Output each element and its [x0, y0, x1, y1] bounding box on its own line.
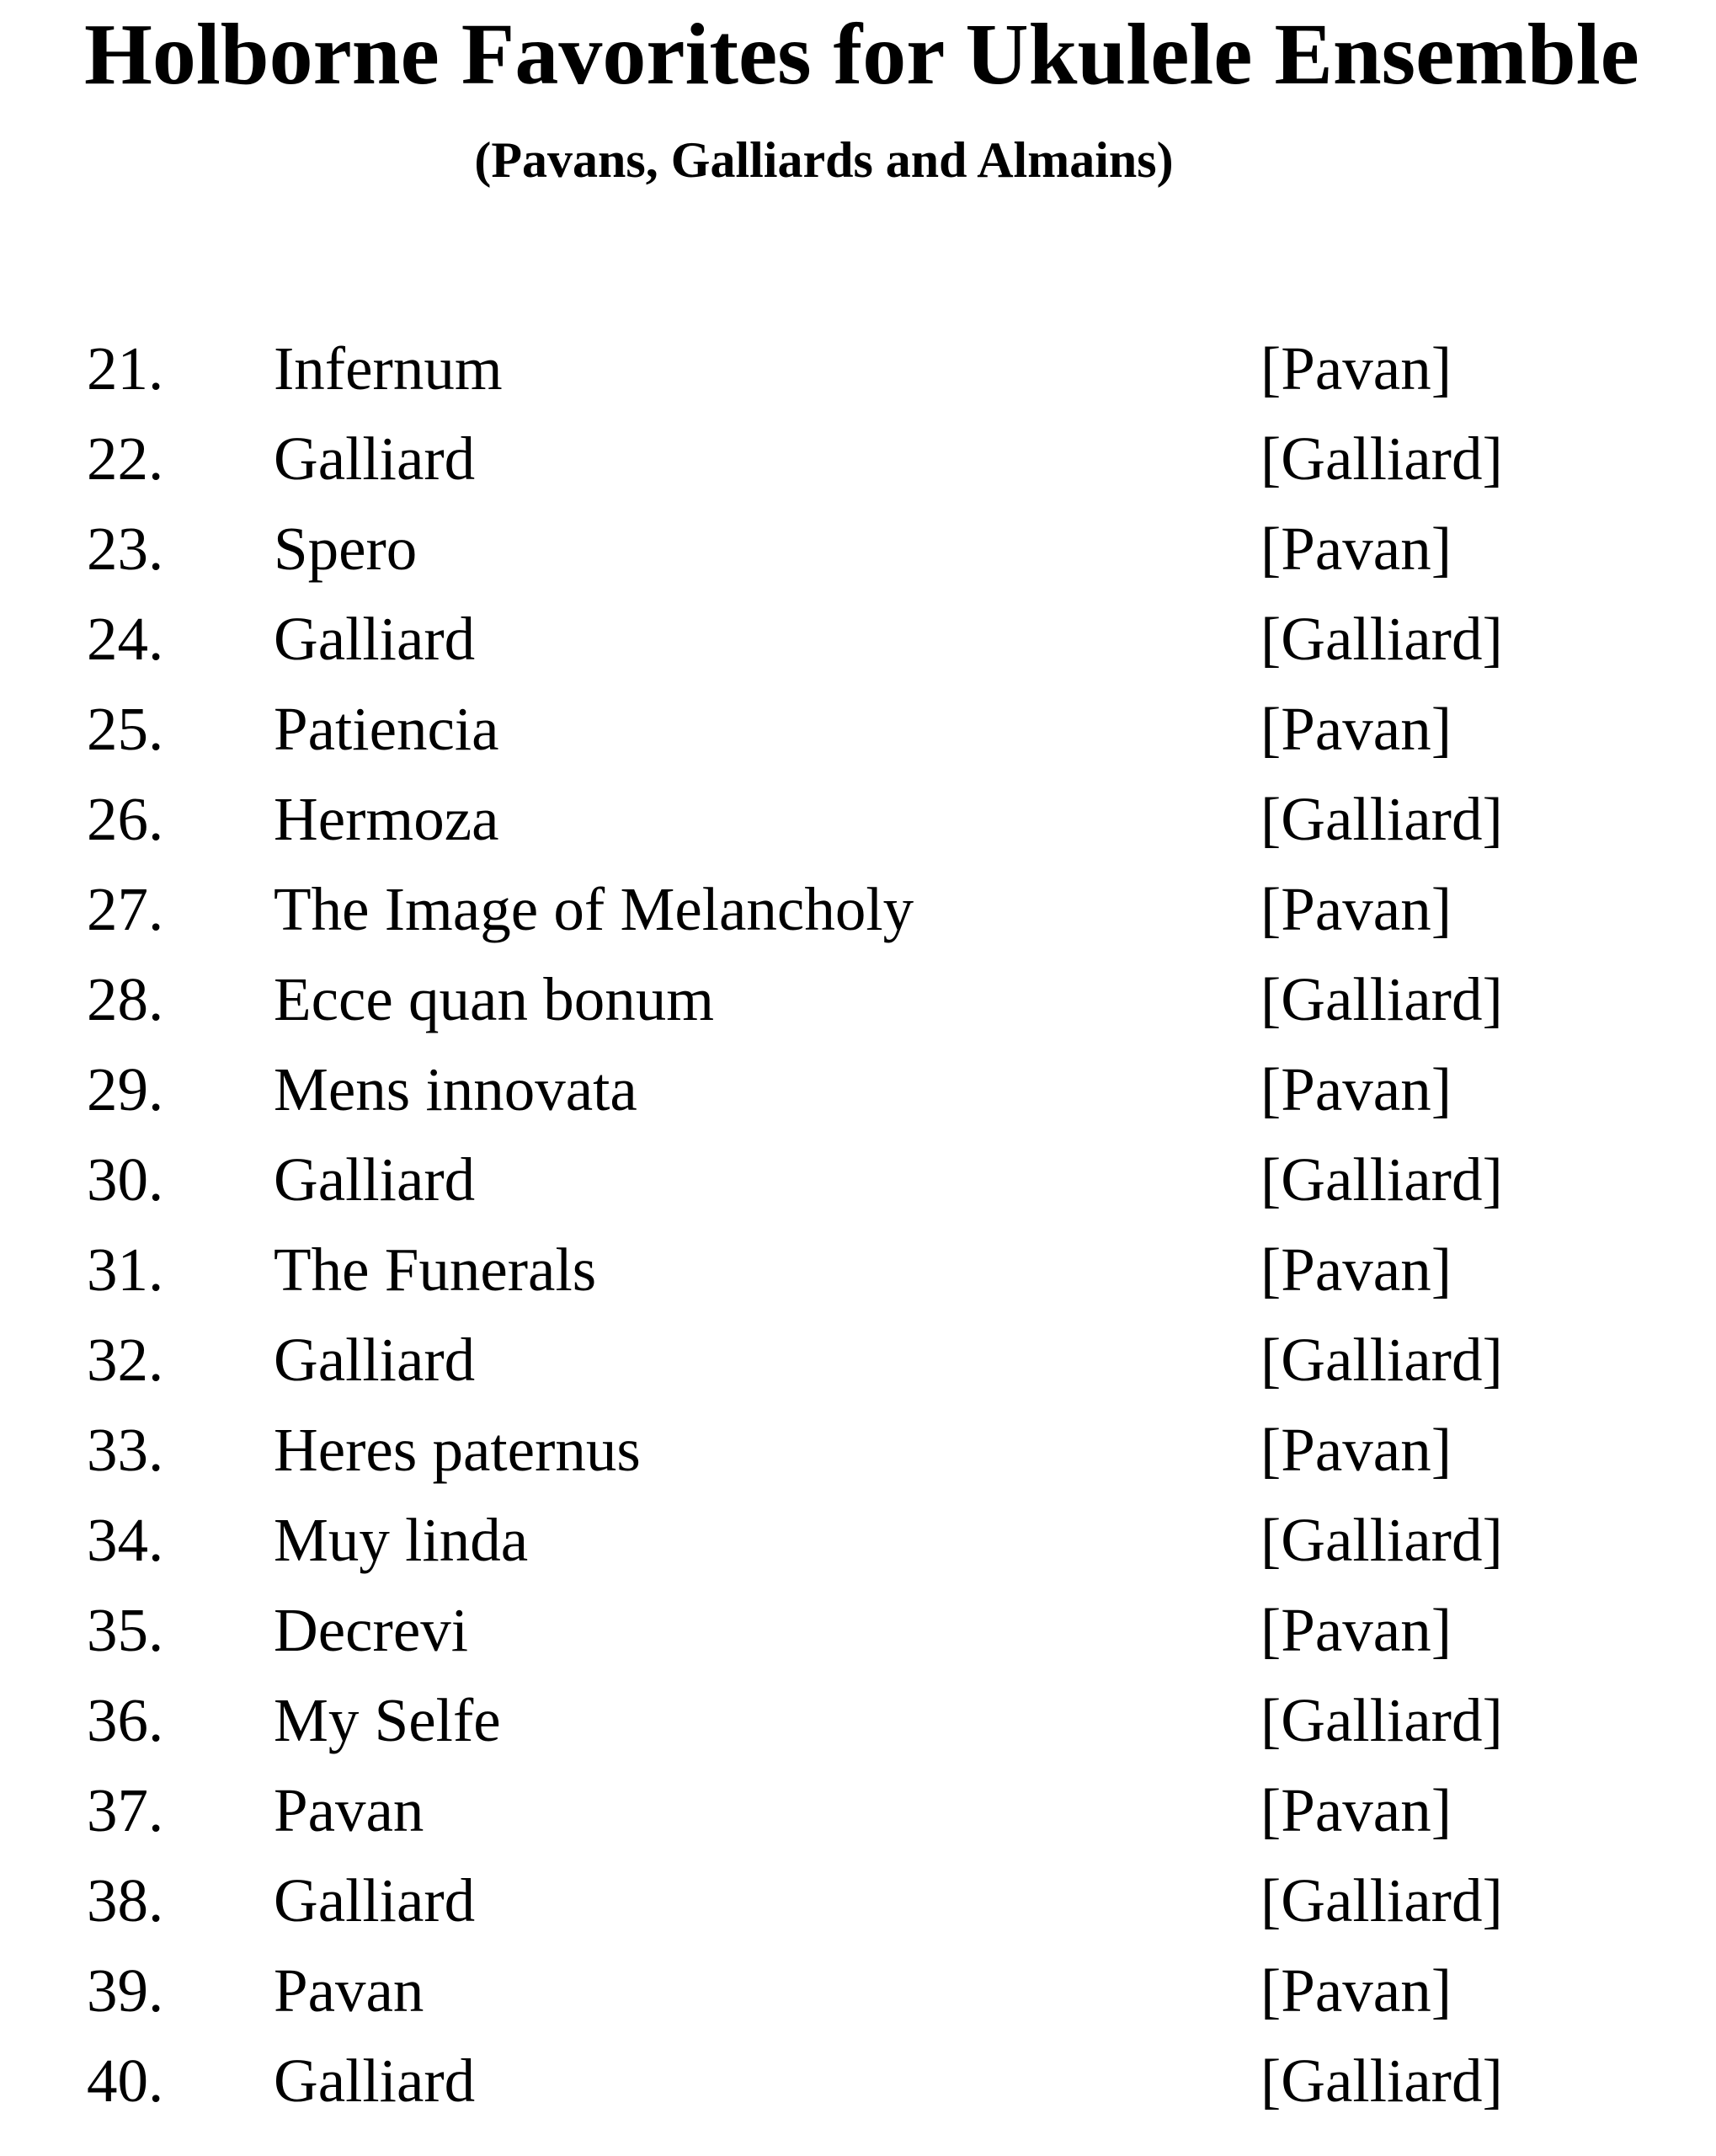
item-type: [Galliard]: [1260, 784, 1503, 853]
item-number: 30.: [87, 1145, 164, 1214]
item-type: [Pavan]: [1260, 874, 1452, 943]
item-number: 25.: [87, 694, 164, 763]
item-type: [Galliard]: [1260, 1325, 1503, 1394]
list-item: [87, 1675, 1716, 1765]
list-item: [87, 2036, 1716, 2126]
item-type: [Pavan]: [1260, 694, 1452, 763]
item-number: 33.: [87, 1415, 164, 1484]
page-subtitle: (Pavans, Galliards and Almains): [474, 131, 1174, 188]
item-type: [Galliard]: [1260, 1145, 1503, 1214]
item-type: [Pavan]: [1260, 1054, 1452, 1123]
item-title: Muy linda: [274, 1505, 529, 1574]
item-title: The Image of Melancholy: [274, 874, 914, 943]
list-item: [87, 1044, 1716, 1134]
item-type: [Pavan]: [1260, 1595, 1452, 1664]
list-item: [87, 684, 1716, 774]
list-item: [87, 1495, 1716, 1585]
list-item: [87, 1225, 1716, 1315]
item-title: Patiencia: [274, 694, 499, 763]
item-title: Ecce quan bonum: [274, 964, 714, 1033]
item-title: Galliard: [274, 1325, 476, 1394]
item-number: 23.: [87, 514, 164, 583]
item-title: My Selfe: [274, 1685, 501, 1754]
item-type: [Pavan]: [1260, 334, 1452, 403]
document-header: [84, 0, 1639, 189]
item-title: Galliard: [274, 2046, 476, 2115]
list-item: [87, 1585, 1716, 1675]
item-number: 39.: [87, 1956, 164, 2025]
list-item: [87, 1855, 1716, 1945]
item-type: [Galliard]: [1260, 1505, 1503, 1574]
list-item: [87, 323, 1716, 414]
item-title: Galliard: [274, 424, 476, 493]
item-title: Heres paternus: [274, 1415, 641, 1484]
list-item: [87, 1134, 1716, 1225]
list-item: [87, 1945, 1716, 2036]
list-item: [87, 594, 1716, 684]
item-number: 27.: [87, 874, 164, 943]
item-number: 35.: [87, 1595, 164, 1664]
list-item: [87, 1405, 1716, 1495]
item-type: [Pavan]: [1260, 1415, 1452, 1484]
item-title: Spero: [274, 514, 418, 583]
list-item: [87, 414, 1716, 504]
item-number: 37.: [87, 1775, 164, 1844]
item-title: Infernum: [274, 334, 503, 403]
item-type: [Pavan]: [1260, 1775, 1452, 1844]
item-number: 29.: [87, 1054, 164, 1123]
list-item: [87, 504, 1716, 594]
song-list: [87, 323, 1716, 2126]
item-number: 32.: [87, 1325, 164, 1394]
item-title: Galliard: [274, 604, 476, 673]
item-number: 28.: [87, 964, 164, 1033]
item-type: [Galliard]: [1260, 2046, 1503, 2115]
item-type: [Galliard]: [1260, 1865, 1503, 1935]
item-number: 26.: [87, 784, 164, 853]
item-title: Pavan: [274, 1775, 424, 1844]
item-title: Decrevi: [274, 1595, 469, 1664]
item-number: 31.: [87, 1235, 164, 1304]
item-title: The Funerals: [274, 1235, 597, 1304]
item-number: 40.: [87, 2046, 164, 2115]
item-title: Hermoza: [274, 784, 499, 853]
item-type: [Galliard]: [1260, 604, 1503, 673]
list-item: [87, 954, 1716, 1044]
list-item: [87, 864, 1716, 954]
page-title: Holborne Favorites for Ukulele Ensemble: [84, 6, 1639, 103]
item-number: 24.: [87, 604, 164, 673]
item-number: 34.: [87, 1505, 164, 1574]
list-item: [87, 1765, 1716, 1855]
item-type: [Galliard]: [1260, 1685, 1503, 1754]
item-type: [Pavan]: [1260, 1956, 1452, 2025]
item-number: 38.: [87, 1865, 164, 1935]
item-number: 22.: [87, 424, 164, 493]
item-title: Galliard: [274, 1145, 476, 1214]
item-type: [Galliard]: [1260, 964, 1503, 1033]
list-item: [87, 774, 1716, 864]
item-number: 36.: [87, 1685, 164, 1754]
item-number: 21.: [87, 334, 164, 403]
item-title: Pavan: [274, 1956, 424, 2025]
item-type: [Pavan]: [1260, 514, 1452, 583]
item-title: Galliard: [274, 1865, 476, 1935]
list-item: [87, 1315, 1716, 1405]
item-title: Mens innovata: [274, 1054, 637, 1123]
item-type: [Pavan]: [1260, 1235, 1452, 1304]
item-type: [Galliard]: [1260, 424, 1503, 493]
